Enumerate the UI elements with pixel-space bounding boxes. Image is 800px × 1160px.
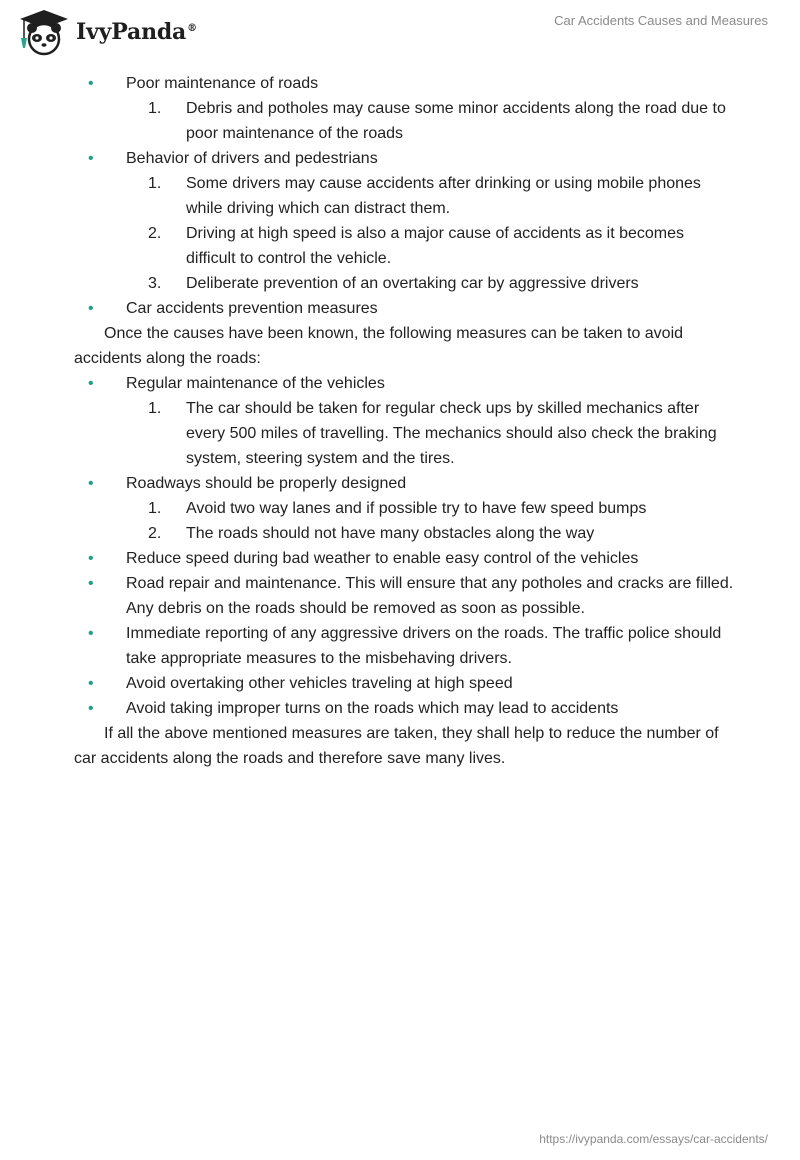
bullet-item [74, 621, 734, 671]
numbered-item-text: The car should be taken for regular check ups by skilled mechanics after every 500 miles of travelling. The mechanics should also check the braking system, steering system and the tires. [186, 400, 717, 467]
bullet-dot-icon: • [88, 300, 94, 317]
bullet-dot-icon: • [88, 700, 94, 717]
numbered-item [126, 396, 734, 471]
numbered-item-text: Avoid two way lanes and if possible try to have few speed bumps [186, 500, 647, 517]
numbered-item [126, 271, 734, 296]
bullet-dot-icon: • [88, 675, 94, 692]
bullet-item [74, 296, 734, 321]
item-number: 3. [148, 275, 162, 292]
bullet-text: Road repair and maintenance. This will ensure that any potholes and cracks are filled. Any debris on the roads should be removed as soon as possible. [126, 575, 734, 617]
bullet-text: Car accidents prevention measures [126, 300, 378, 317]
bullet-item [74, 696, 734, 721]
bullet-text: Avoid overtaking other vehicles traveling at high speed [126, 675, 513, 692]
numbered-sublist [126, 496, 734, 546]
item-number: 2. [148, 225, 162, 242]
numbered-sublist [126, 171, 734, 296]
brand-logo[interactable] [16, 8, 197, 56]
paragraph-measures-intro: Once the causes have been known, the following measures can be taken to avoid accidents along the roads: [74, 325, 684, 367]
bullet-item [74, 371, 734, 471]
item-number: 1. [148, 500, 162, 517]
bullet-text: Regular maintenance of the vehicles [126, 375, 385, 392]
bullet-text: Roadways should be properly designed [126, 475, 407, 492]
bullet-dot-icon: • [88, 75, 94, 92]
bullet-text: Behavior of drivers and pedestrians [126, 150, 378, 167]
item-number: 1. [148, 175, 162, 192]
numbered-item-text: Deliberate prevention of an overtaking car by aggressive drivers [186, 275, 639, 292]
measures-list [74, 371, 734, 721]
numbered-item-text: Debris and potholes may cause some minor accidents along the road due to poor maintenance of the roads [186, 100, 726, 142]
bullet-item [74, 546, 734, 571]
bullet-text: Avoid taking improper turns on the roads which may lead to accidents [126, 700, 619, 717]
bullet-dot-icon: • [88, 375, 94, 392]
numbered-item [126, 171, 734, 221]
registered-mark: ® [187, 22, 197, 34]
document-title: Car Accidents Causes and Measures [554, 13, 768, 28]
bullet-item [74, 471, 734, 546]
bullet-item [74, 571, 734, 621]
bullet-dot-icon: • [88, 575, 94, 592]
item-number: 2. [148, 525, 162, 542]
numbered-item-text: Some drivers may cause accidents after drinking or using mobile phones while driving which can distract them. [186, 175, 701, 217]
item-number: 1. [148, 400, 162, 417]
bullet-item [74, 146, 734, 296]
bullet-item [74, 71, 734, 146]
source-url[interactable]: https://ivypanda.com/essays/car-accidents/ [539, 1132, 768, 1146]
causes-list [74, 71, 734, 321]
numbered-item-text: The roads should not have many obstacles along the way [186, 525, 595, 542]
essay-content [74, 71, 734, 771]
bullet-dot-icon: • [88, 625, 94, 642]
numbered-sublist [126, 396, 734, 471]
numbered-item [126, 96, 734, 146]
numbered-item-text: Driving at high speed is also a major cause of accidents as it becomes difficult to control the vehicle. [186, 225, 685, 267]
bullet-dot-icon: • [88, 475, 94, 492]
item-number: 1. [148, 100, 162, 117]
bullet-item [74, 671, 734, 696]
bullet-dot-icon: • [88, 550, 94, 567]
numbered-item [126, 521, 734, 546]
page-header [0, 0, 800, 60]
numbered-sublist [126, 96, 734, 146]
paragraph-conclusion: If all the above mentioned measures are taken, they shall help to reduce the number of car accidents along the roads and therefore save many lives. [74, 725, 719, 767]
bullet-text: Poor maintenance of roads [126, 75, 319, 92]
bullet-text: Immediate reporting of any aggressive drivers on the roads. The traffic police should take appropriate measures to the misbehaving drivers. [126, 625, 722, 667]
brand-name: IvyPanda® [76, 19, 197, 45]
numbered-item [126, 496, 734, 521]
numbered-item [126, 221, 734, 271]
bullet-dot-icon: • [88, 150, 94, 167]
panda-logo-icon [16, 8, 72, 56]
bullet-text: Reduce speed during bad weather to enable easy control of the vehicles [126, 550, 639, 567]
